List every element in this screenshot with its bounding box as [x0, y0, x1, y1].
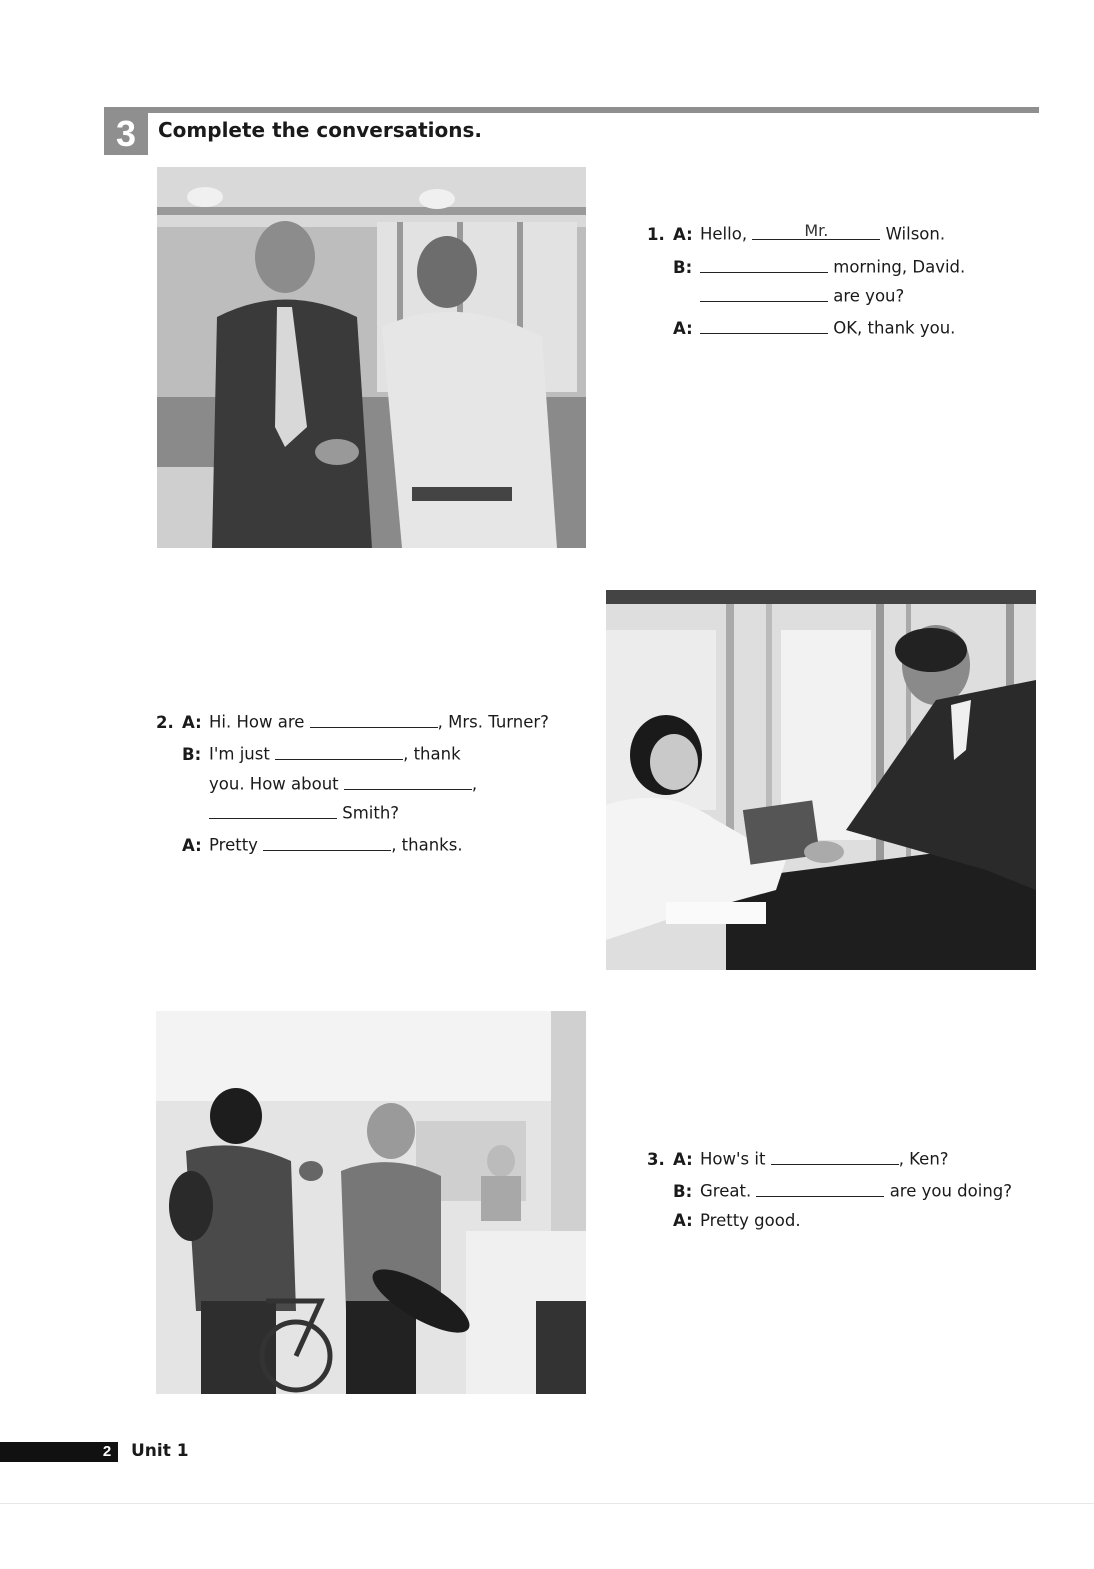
speaker-label: A: [182, 712, 202, 732]
answer-blank[interactable] [310, 710, 438, 728]
page-bottom-rule [0, 1503, 1094, 1504]
line-text: Hi. How are [209, 712, 305, 732]
page-number: 2 [98, 1442, 116, 1462]
conversation-2-number: 2. [156, 712, 174, 732]
conversation-1 [647, 222, 1087, 342]
line-text: Pretty good. [700, 1211, 801, 1230]
answer-blank[interactable] [275, 742, 403, 760]
line-text: , Mrs. Turner? [437, 712, 549, 732]
conversation-3-line-3 [673, 1211, 801, 1230]
photo-desk-handshake [606, 590, 1036, 970]
line-text: How's it [700, 1149, 766, 1169]
conversation-2-line-5 [182, 833, 463, 855]
line-text: Hello, [700, 224, 748, 244]
line-text: , thank [403, 744, 461, 764]
speaker-label: A: [182, 835, 202, 855]
answer-blank[interactable] [700, 284, 828, 302]
conversation-2-line-2 [182, 742, 461, 764]
conversation-2-line-3 [209, 772, 477, 794]
conversation-1-line-2 [673, 255, 965, 277]
conversation-2 [156, 710, 596, 870]
unit-label: Unit 1 [131, 1441, 189, 1461]
conversation-3-line-1 [647, 1147, 949, 1169]
answer-blank[interactable] [263, 833, 391, 851]
speaker-label: B: [673, 1181, 693, 1201]
line-text: I'm just [209, 744, 270, 764]
speaker-label: A: [673, 224, 693, 244]
line-text: morning, David. [833, 257, 966, 277]
line-text: are you doing? [889, 1181, 1013, 1201]
speaker-label: A: [673, 318, 693, 338]
answer-blank[interactable] [700, 316, 828, 334]
line-text: Wilson. [885, 224, 946, 244]
answer-blank[interactable] [756, 1179, 884, 1197]
answer-blank[interactable] [344, 772, 472, 790]
conversation-1-line-1 [647, 222, 945, 244]
conversation-2-line-4 [209, 801, 399, 823]
conversation-1-number: 1. [647, 224, 665, 244]
line-text: , [471, 774, 478, 794]
line-text: Pretty [209, 835, 258, 855]
conversation-2-line-1 [156, 710, 549, 732]
answer-blank[interactable] [700, 255, 828, 273]
line-text: Smith? [342, 803, 400, 823]
line-text: are you? [833, 286, 905, 306]
answer-blank[interactable] [752, 222, 880, 240]
header-rule [104, 107, 1039, 113]
speaker-label: A: [673, 1149, 693, 1169]
photo-office-handshake [157, 167, 586, 548]
conversation-3 [647, 1147, 1087, 1247]
line-text: , Ken? [898, 1149, 949, 1169]
line-text: you. How about [209, 774, 339, 794]
exercise-title: Complete the conversations. [158, 118, 483, 142]
exercise-number: 3 [104, 113, 148, 155]
conversation-3-number: 3. [647, 1149, 665, 1169]
photo-cafe-fist-bump [156, 1011, 586, 1394]
line-text: , thanks. [391, 835, 463, 855]
conversation-3-line-2 [673, 1179, 1012, 1201]
answer-text: Mr. [804, 220, 829, 240]
speaker-label: A: [673, 1211, 693, 1230]
line-text: OK, thank you. [833, 318, 956, 338]
conversation-1-line-4 [673, 316, 955, 338]
speaker-label: B: [673, 257, 693, 277]
answer-blank[interactable] [209, 801, 337, 819]
speaker-label: B: [182, 744, 202, 764]
line-text: Great. [700, 1181, 752, 1201]
conversation-1-line-3 [700, 284, 904, 306]
answer-blank[interactable] [771, 1147, 899, 1165]
